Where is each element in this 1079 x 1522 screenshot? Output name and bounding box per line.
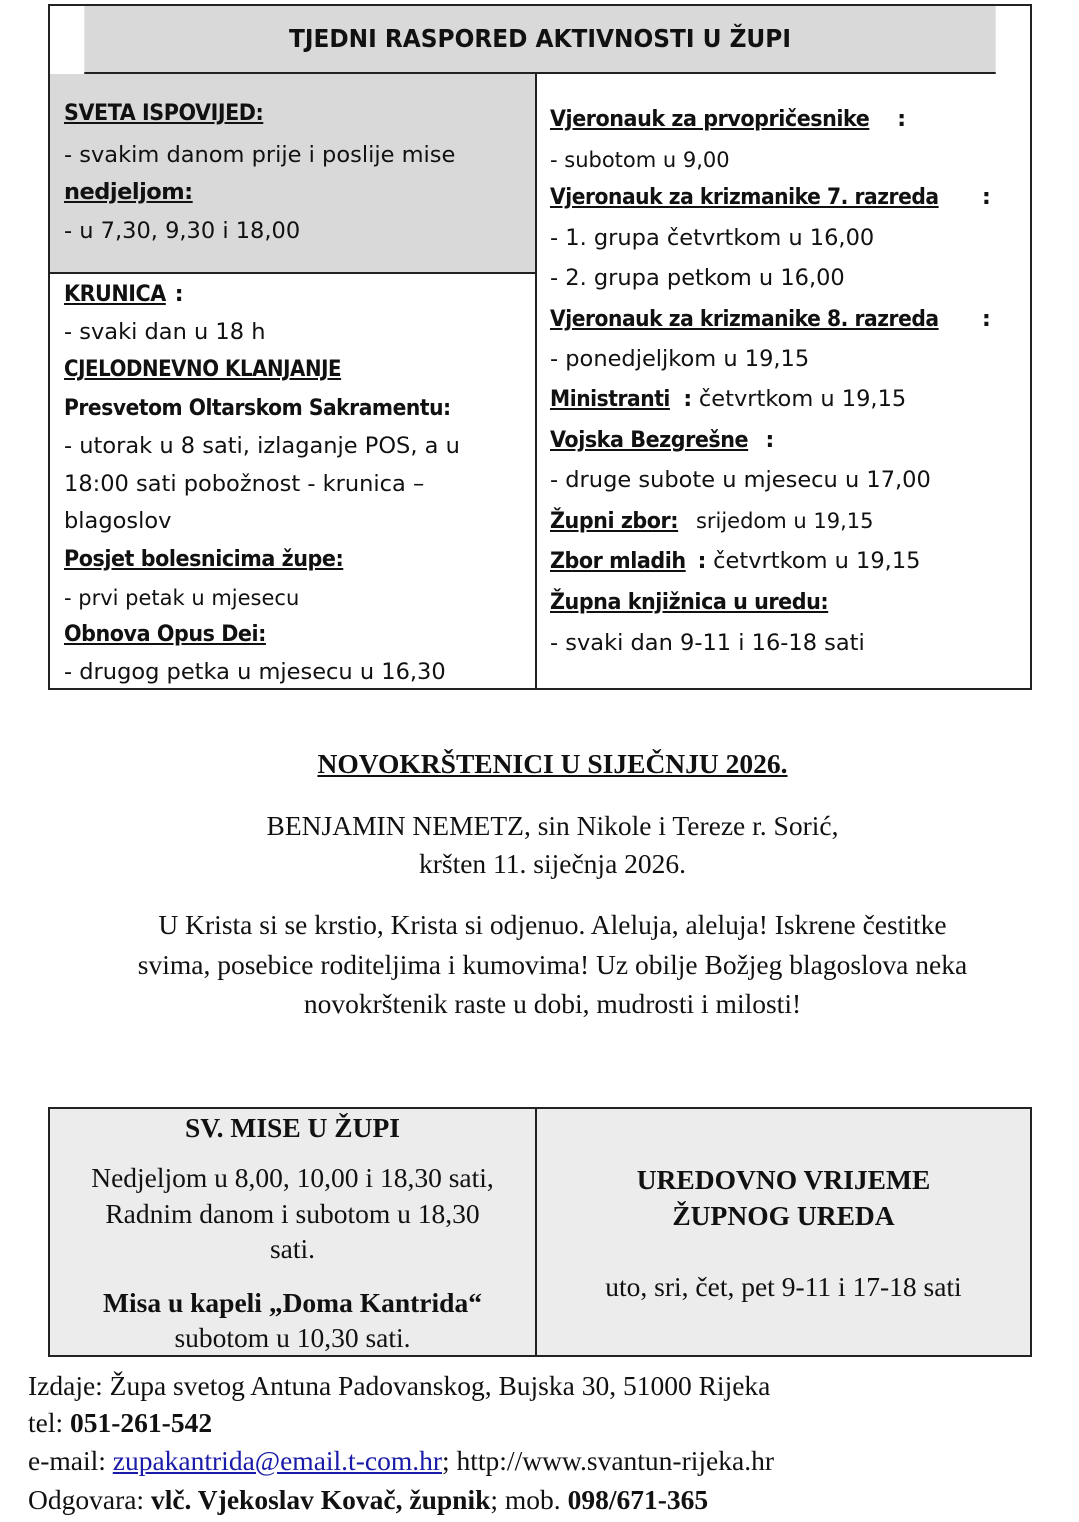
army-immaculate-heading: Vojska Bezgrešne <box>550 427 749 453</box>
office-hours-cell <box>537 1109 1030 1355</box>
chapel-mass-heading: Misa u kapeli „Doma Kantrida“ <box>103 1287 482 1318</box>
army-immaculate-colon: : <box>765 427 774 453</box>
responsible-name: vlč. Vjekoslav Kovač, župnik <box>150 1484 491 1515</box>
confirmation-7-colon: : <box>981 184 991 210</box>
library-heading: Župna knjižnica u uredu: <box>550 589 829 615</box>
altar-servers-heading: Ministranti <box>550 386 670 412</box>
parish-choir-time: srijedom u 19,15 <box>689 509 874 533</box>
email-link[interactable]: zupakantrida@email.t-com.hr <box>112 1445 442 1476</box>
website-text[interactable]: ; http://www.svantun-rijeka.hr <box>442 1445 774 1476</box>
weekly-schedule-table <box>48 4 1032 690</box>
rosary-heading: KRUNICA <box>64 281 166 307</box>
schedule-title: TJEDNI RASPORED AKTIVNOSTI U ŽUPI <box>84 6 995 74</box>
baptism-date-line: kršten 11. siječnja 2026. <box>418 848 687 879</box>
mob-number[interactable]: 098/671-365 <box>567 1484 709 1515</box>
confirmation-8-time: - ponedjeljkom u 19,15 <box>550 346 810 372</box>
baptism-message-line-3: novokrštenik raste u dobi, mudrosti i milosti! <box>303 988 802 1019</box>
column-divider <box>535 74 537 688</box>
office-hours-heading-2: ŽUPNOG UREDA <box>672 1200 895 1231</box>
adoration-line-3: blagoslov <box>64 508 172 534</box>
baptisms-title: NOVOKRŠTENICI U SIJEČNJU 2026. <box>317 748 788 779</box>
youth-choir-time: četvrtkom u 19,15 <box>706 548 921 574</box>
masses-line-3: sati. <box>269 1233 316 1264</box>
library-time: - svaki dan 9-11 i 16-18 sati <box>550 630 865 656</box>
confirmation-7-group-1: - 1. grupa četvrtkom u 16,00 <box>550 225 875 251</box>
confession-daily: - svakim danom prije i poslije mise <box>64 142 456 168</box>
adoration-subheading: Presvetom Oltarskom Sakramentu: <box>64 395 451 421</box>
responsible-line <box>28 1484 708 1516</box>
confirmation-8-colon: : <box>981 306 991 332</box>
opus-dei-time: - drugog petka u mjesecu u 16,30 <box>64 659 446 685</box>
email-line <box>28 1445 774 1477</box>
confirmation-8-heading: Vjeronauk za krizmanike 8. razreda <box>550 306 939 332</box>
masses-cell <box>50 1109 535 1355</box>
sunday-heading: nedjeljom: <box>64 179 193 205</box>
email-label: e-mail: <box>28 1445 113 1476</box>
altar-servers-colon: : <box>683 386 692 412</box>
baptism-name-line: BENJAMIN NEMETZ, sin Nikole i Tereze r. Sorić, <box>266 810 839 841</box>
adoration-line-2: 18:00 sati pobožnost - krunica – <box>64 471 425 497</box>
publisher-line: Izdaje: Župa svetog Antuna Padovanskog, Bujska 30, 51000 Rijeka <box>28 1370 771 1401</box>
adoration-line-1: - utorak u 8 sati, izlaganje POS, a u <box>64 433 460 459</box>
tel-label: tel: <box>28 1407 71 1438</box>
rosary-time: - svaki dan u 18 h <box>64 319 266 345</box>
office-hours-heading-1: UREDOVNO VRIJEME <box>636 1164 931 1195</box>
responsible-label: Odgovara: <box>28 1484 151 1515</box>
masses-table <box>48 1107 1032 1357</box>
first-communion-heading: Vjeronauk za prvopričesnike <box>550 106 870 132</box>
masses-line-2: Radnim danom i subotom u 18,30 <box>105 1198 480 1229</box>
sick-visit-time: - prvi petak u mjesecu <box>64 586 300 610</box>
office-hours-times: uto, sri, čet, pet 9-11 i 17-18 sati <box>605 1271 962 1302</box>
adoration-heading: CJELODNEVNO KLANJANJE <box>64 356 342 382</box>
opus-dei-heading: Obnova Opus Dei: <box>64 621 266 647</box>
masses-title: SV. MISE U ŽUPI <box>185 1112 400 1143</box>
youth-choir-colon: : <box>697 548 706 574</box>
rosary-colon: : <box>174 281 184 307</box>
parish-choir-heading: Župni zbor: <box>550 508 679 534</box>
first-communion-colon: : <box>897 106 906 132</box>
army-immaculate-time: - druge subote u mjesecu u 17,00 <box>550 467 931 493</box>
baptism-message-line-1: U Krista si se krstio, Krista si odjenuo. Aleluja, aleluja! Iskrene čestitke <box>158 909 947 940</box>
telephone-line <box>28 1407 212 1439</box>
tel-number[interactable]: 051-261-542 <box>70 1407 213 1438</box>
sick-visit-heading: Posjet bolesnicima župe: <box>64 546 344 572</box>
baptism-message-line-2: svima, posebice roditeljima i kumovima! Uz obilje Božjeg blagoslova neka <box>137 949 968 980</box>
youth-choir-heading: Zbor mladih <box>550 548 686 574</box>
confession-heading: SVETA ISPOVIJED: <box>64 100 264 126</box>
sunday-times: - u 7,30, 9,30 i 18,00 <box>64 218 301 244</box>
confirmation-7-heading: Vjeronauk za krizmanike 7. razreda <box>550 184 939 210</box>
chapel-mass-time: subotom u 10,30 sati. <box>174 1322 411 1353</box>
first-communion-time: - subotom u 9,00 <box>550 148 730 172</box>
confirmation-7-group-2: - 2. grupa petkom u 16,00 <box>550 265 845 291</box>
masses-line-1: Nedjeljom u 8,00, 10,00 i 18,30 sati, <box>91 1162 494 1193</box>
altar-servers-time: četvrtkom u 19,15 <box>691 386 907 412</box>
mob-label: ; mob. <box>490 1484 568 1515</box>
